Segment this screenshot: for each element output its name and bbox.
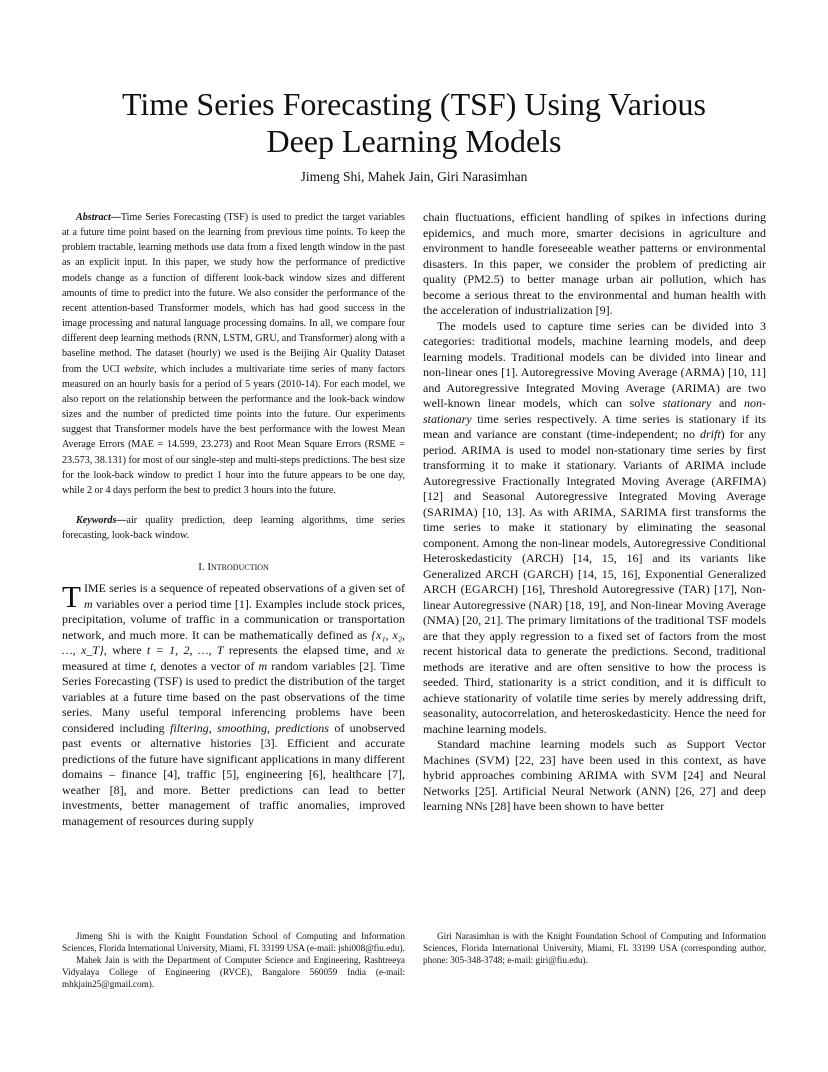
abstract-text-2: , which includes a multivariate time series of many factors measured on an hourly basis for a period of 5 years (2010-14). For each model, we also report on the relationship between the performance and the look-back window sizes and the number of predicted time points into the future. Our experiments suggest that Transformer models have the best performance with the lowest Mean Average Errors (MAE = 14.599, 23.273) and Root Mean Square Errors (RSME = 23.573, 38.131) for most of our single-step and multi-steps predictions. The best size for the look-back window to predict 1 hour into the future appears to be one day, while 2 or 4 days perform the best to predict 3 hours into the future. [62,363,405,496]
keywords-label: Keywords— [76,514,127,526]
paper-title [60,86,768,160]
section-title: Introduction [207,561,269,574]
intro-paragraph-3: Standard machine learning models such as Support Vector Machines (SVM) [22, 23] have been used in this context, as have hybrid approaches combining ARIMA with SVM [24] and Neural Networks [25]. Artificial Neural Network (ANN) [26, 27] and deep learning NNs [28] have been shown to have better [423,737,766,813]
footnote-author-3: Giri Narasimhan is with the Knight Foundation School of Computing and Information Sciences, Florida International University, Miami, FL 33199 USA (corresponding author, phone: 305-348-3748; e-mail: giri@fiu.edu). [423,931,766,966]
math-set: {x₁, x₂, …, x_T} [62,627,405,658]
intro-text: The models used to capture time series can be divided into 3 categories: traditional models, machine learning models, and deep learning models. Traditional models can be divided into linear and non-linear ones [1]. Autoregressive Moving Average (ARMA) [10, 11] and Autoregressive Integrated Moving Average (ARIMA) are two well-known linear models, which can solve [423,318,766,410]
intro-text: represents the elapsed time, and [223,643,397,658]
footnotes-left [62,930,405,990]
footnotes-right [423,930,766,966]
intro-paragraph-1-cont: chain fluctuations, efficient handling of spikes in infections during epidemics, and much more, smarter decisions in agriculture and environment to handle foreseeable weather patterns or environmental disasters. In this paper, we consider the problem of predicting air quality (PM2.5) to better manage urban air pollution, which has become a serious threat to the environmental and human health with the acceleration of industrialization [9]. [423,210,766,317]
footnote-author-2: Mahek Jain is with the Department of Computer Science and Engineering, Rashtreeya Vidyalaya College of Engineering (RVCE), Bangalore 560059 India (e-mail: mhkjain25@gmail.com). [62,955,405,990]
intro-text: variables over a period time [1]. Examples include stock prices, precipitation, volume of traffic in a communication or transportation network, and much more. It can be mathematically defined as [62,596,405,642]
website-link[interactable]: website [123,363,155,375]
abstract-text-1: Time Series Forecasting (TSF) is used to predict the target variables at a future time point based on the learning from previous time points. To keep the problem tractable, learning methods use data from a fixed length window in the past as an explicit input. In this paper, we study how the performance of predictive models change as a function of different look-back window sizes and different amounts of time to predict into the future. We also consider the performance of the recent attention-based Transformer models, which has had good success in the image processing and natural language processing domains. In all, we compare four different deep learning methods (RNN, LSTM, GRU, and Transformer) along with a baseline method. The dataset (hourly) we used is the Beijing Air Quality Dataset from the UCI [62,212,405,375]
intro-text: , where [103,643,147,658]
right-column [423,210,766,815]
intro-text: time series respectively. A time series is stationary if its mean and variance are constant (time-independent; no [423,411,766,441]
title-line-1: Time Series Forecasting (TSF) Using Various [122,86,706,122]
abstract [62,210,405,498]
math-t-range: t = 1, 2, …, T [146,643,224,658]
left-column [62,210,405,829]
intro-text: ) for any period. ARIMA is used to model non-stationary time series by first transforming it to make it stationary. Variants of ARIMA include Autoregressive Fractionally Integrated Moving Average (ARFIMA) [12] and Seasonal Autoregressive Integrated Moving Average (SARIMA) [10, 13]. As with ARIMA, SARIMA first transforms the time series to make it stationary by eliminating the seasonal component. Among the non-linear models, Autoregressive Conditional Heteroskedasticity (ARCH) [14, 15, 16] and its variants like Generalized ARCH (GARCH) [14, 15, 16], Exponential Generalized ARCH (EGARCH) [16], Threshold Autoregressive (TAR) [17], Non-linear Autoregressive (NAR) [18, 19], and Non-linear Moving Average (NMA) [20, 21]. The primary limitations of the traditional TSF models are that they apply regression to a fixed set of factors from the most recent historical data to generate the predictions. Second, traditional methods are iterative and are often sensitive to how the process is seeded. Third, stationarity is a strict condition, and it is difficult to achieve stationarity of volatile time series by merely addressing drift, seasonality, autocorrelation, and heteroskedasticity. Hence the need for machine learning models. [423,427,766,736]
title-line-2: Deep Learning Models [266,123,562,159]
math-m: m [83,596,93,611]
math-xt: xₜ [396,643,405,658]
italic-term: stationary [662,396,712,410]
intro-text: measured at time [62,658,151,673]
math-m: m [258,658,268,673]
footnote-author-1: Jimeng Shi is with the Knight Foundation School of Computing and Information Sciences, Florida International University, Miami, FL 33199 USA (e-mail: jshi008@fiu.edu). [62,931,405,954]
section-heading-introduction [62,560,405,574]
keywords-text: air quality prediction, deep learning algorithms, time series forecasting, look-back window. [62,514,405,542]
intro-text: and [711,396,744,410]
drop-cap: T [62,579,81,615]
intro-text: , denotes a vector of [153,658,259,673]
author-list: Jimeng Shi, Mahek Jain, Giri Narasimhan [300,169,528,184]
intro-paragraph-2 [423,319,766,738]
intro-text: IME series is a sequence of repeated observations of a given set of [83,581,405,596]
abstract-label: Abstract— [76,212,121,223]
intro-text: of unobserved past events or alternative histories [3]. Efficient and accurate predictions of the future have significant applications in many different domains – finance [4], traffic [5], engineering [6], healthcare [7], weather [8], and more. Better predictions can lead to better investments, better management of traffic anomalies, improved management of resources during supply [62,720,405,828]
math-t: t [150,658,154,673]
italic-terms: filtering, smoothing, predictions [170,720,329,735]
section-number: I. [198,561,205,574]
italic-term: non-stationary [423,396,766,426]
intro-paragraph-1 [62,581,405,829]
keywords [62,513,405,543]
italic-term: drift [699,427,721,441]
intro-text: random variables [2]. Time Series Forecasting (TSF) is used to predict the distribution of the target variables at a future time based on the past observations of the time series. Many useful temporal inferencing problems have been considered including [62,658,405,735]
